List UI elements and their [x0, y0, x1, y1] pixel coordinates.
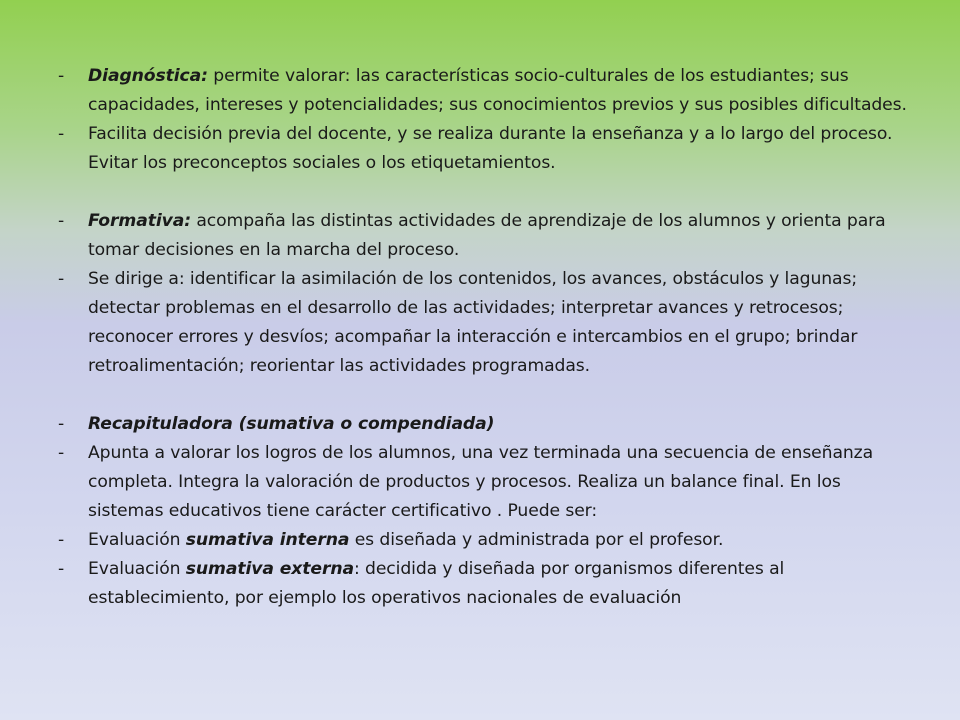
bullet-diagnostica: [58, 62, 918, 120]
bullet-text: : decidida y diseñada por organismos diferentes al establecimiento, por ejemplo los operativos nacionales de evaluación: [88, 559, 785, 608]
slide-body: [58, 62, 918, 613]
bullet-dash: -: [58, 559, 65, 579]
bullet-dash: -: [58, 414, 65, 434]
bullet-text: Facilita decisión previa del docente, y se realiza durante la enseñanza y a lo largo del proceso. Evitar los preconceptos sociales o los etiquetamientos.: [88, 124, 893, 173]
term-sumativa-interna: sumativa interna: [185, 530, 350, 550]
bullet-recapituladora: [58, 410, 918, 439]
term-sumativa-externa: sumativa externa: [185, 559, 354, 579]
bullet-dash: -: [58, 530, 65, 550]
section-spacer: [58, 381, 918, 410]
bullet-text: Se dirige a: identificar la asimilación de los contenidos, los avances, obstáculos y lagunas; detectar problemas en el desarrollo de las actividades; interpretar avances y retrocesos; reconocer errores y desvíos; acompañar la interacción e intercambios en el grupo; brindar retroalimentación; reorientar las actividades programadas.: [88, 269, 858, 376]
bullet-dash: -: [58, 269, 65, 289]
bullet-sumativa-interna: [58, 526, 918, 555]
bullet-dash: -: [58, 124, 65, 144]
bullet-text: acompaña las distintas actividades de aprendizaje de los alumnos y orienta para tomar decisiones en la marcha del proceso.: [88, 211, 886, 260]
bullet-text: es diseñada y administrada por el profesor.: [349, 530, 724, 550]
bullet-se-dirige: [58, 265, 918, 381]
section-spacer: [58, 178, 918, 207]
bullet-text: Apunta a valorar los logros de los alumnos, una vez terminada una secuencia de enseñanza completa. Integra la valoración de productos y procesos. Realiza un balance final. En los sistemas educativos tiene carácter certificativo . Puede ser:: [88, 443, 874, 521]
bullet-sumativa-externa: [58, 555, 918, 613]
bullet-dash: -: [58, 66, 65, 86]
bullet-formativa: [58, 207, 918, 265]
bullet-prefix: Evaluación: [88, 559, 186, 579]
bullet-facilita: [58, 120, 918, 178]
bullet-text: permite valorar: las características socio-culturales de los estudiantes; sus capacidades, intereses y potencialidades; sus conocimientos previos y sus posibles dificultades.: [88, 66, 907, 115]
term-diagnostica: Diagnóstica:: [88, 66, 208, 86]
bullet-dash: -: [58, 211, 65, 231]
bullet-dash: -: [58, 443, 65, 463]
term-recapituladora: Recapituladora (sumativa o compendiada): [88, 414, 495, 434]
bullet-prefix: Evaluación: [88, 530, 186, 550]
term-formativa: Formativa:: [88, 211, 191, 231]
bullet-apunta: [58, 439, 918, 526]
